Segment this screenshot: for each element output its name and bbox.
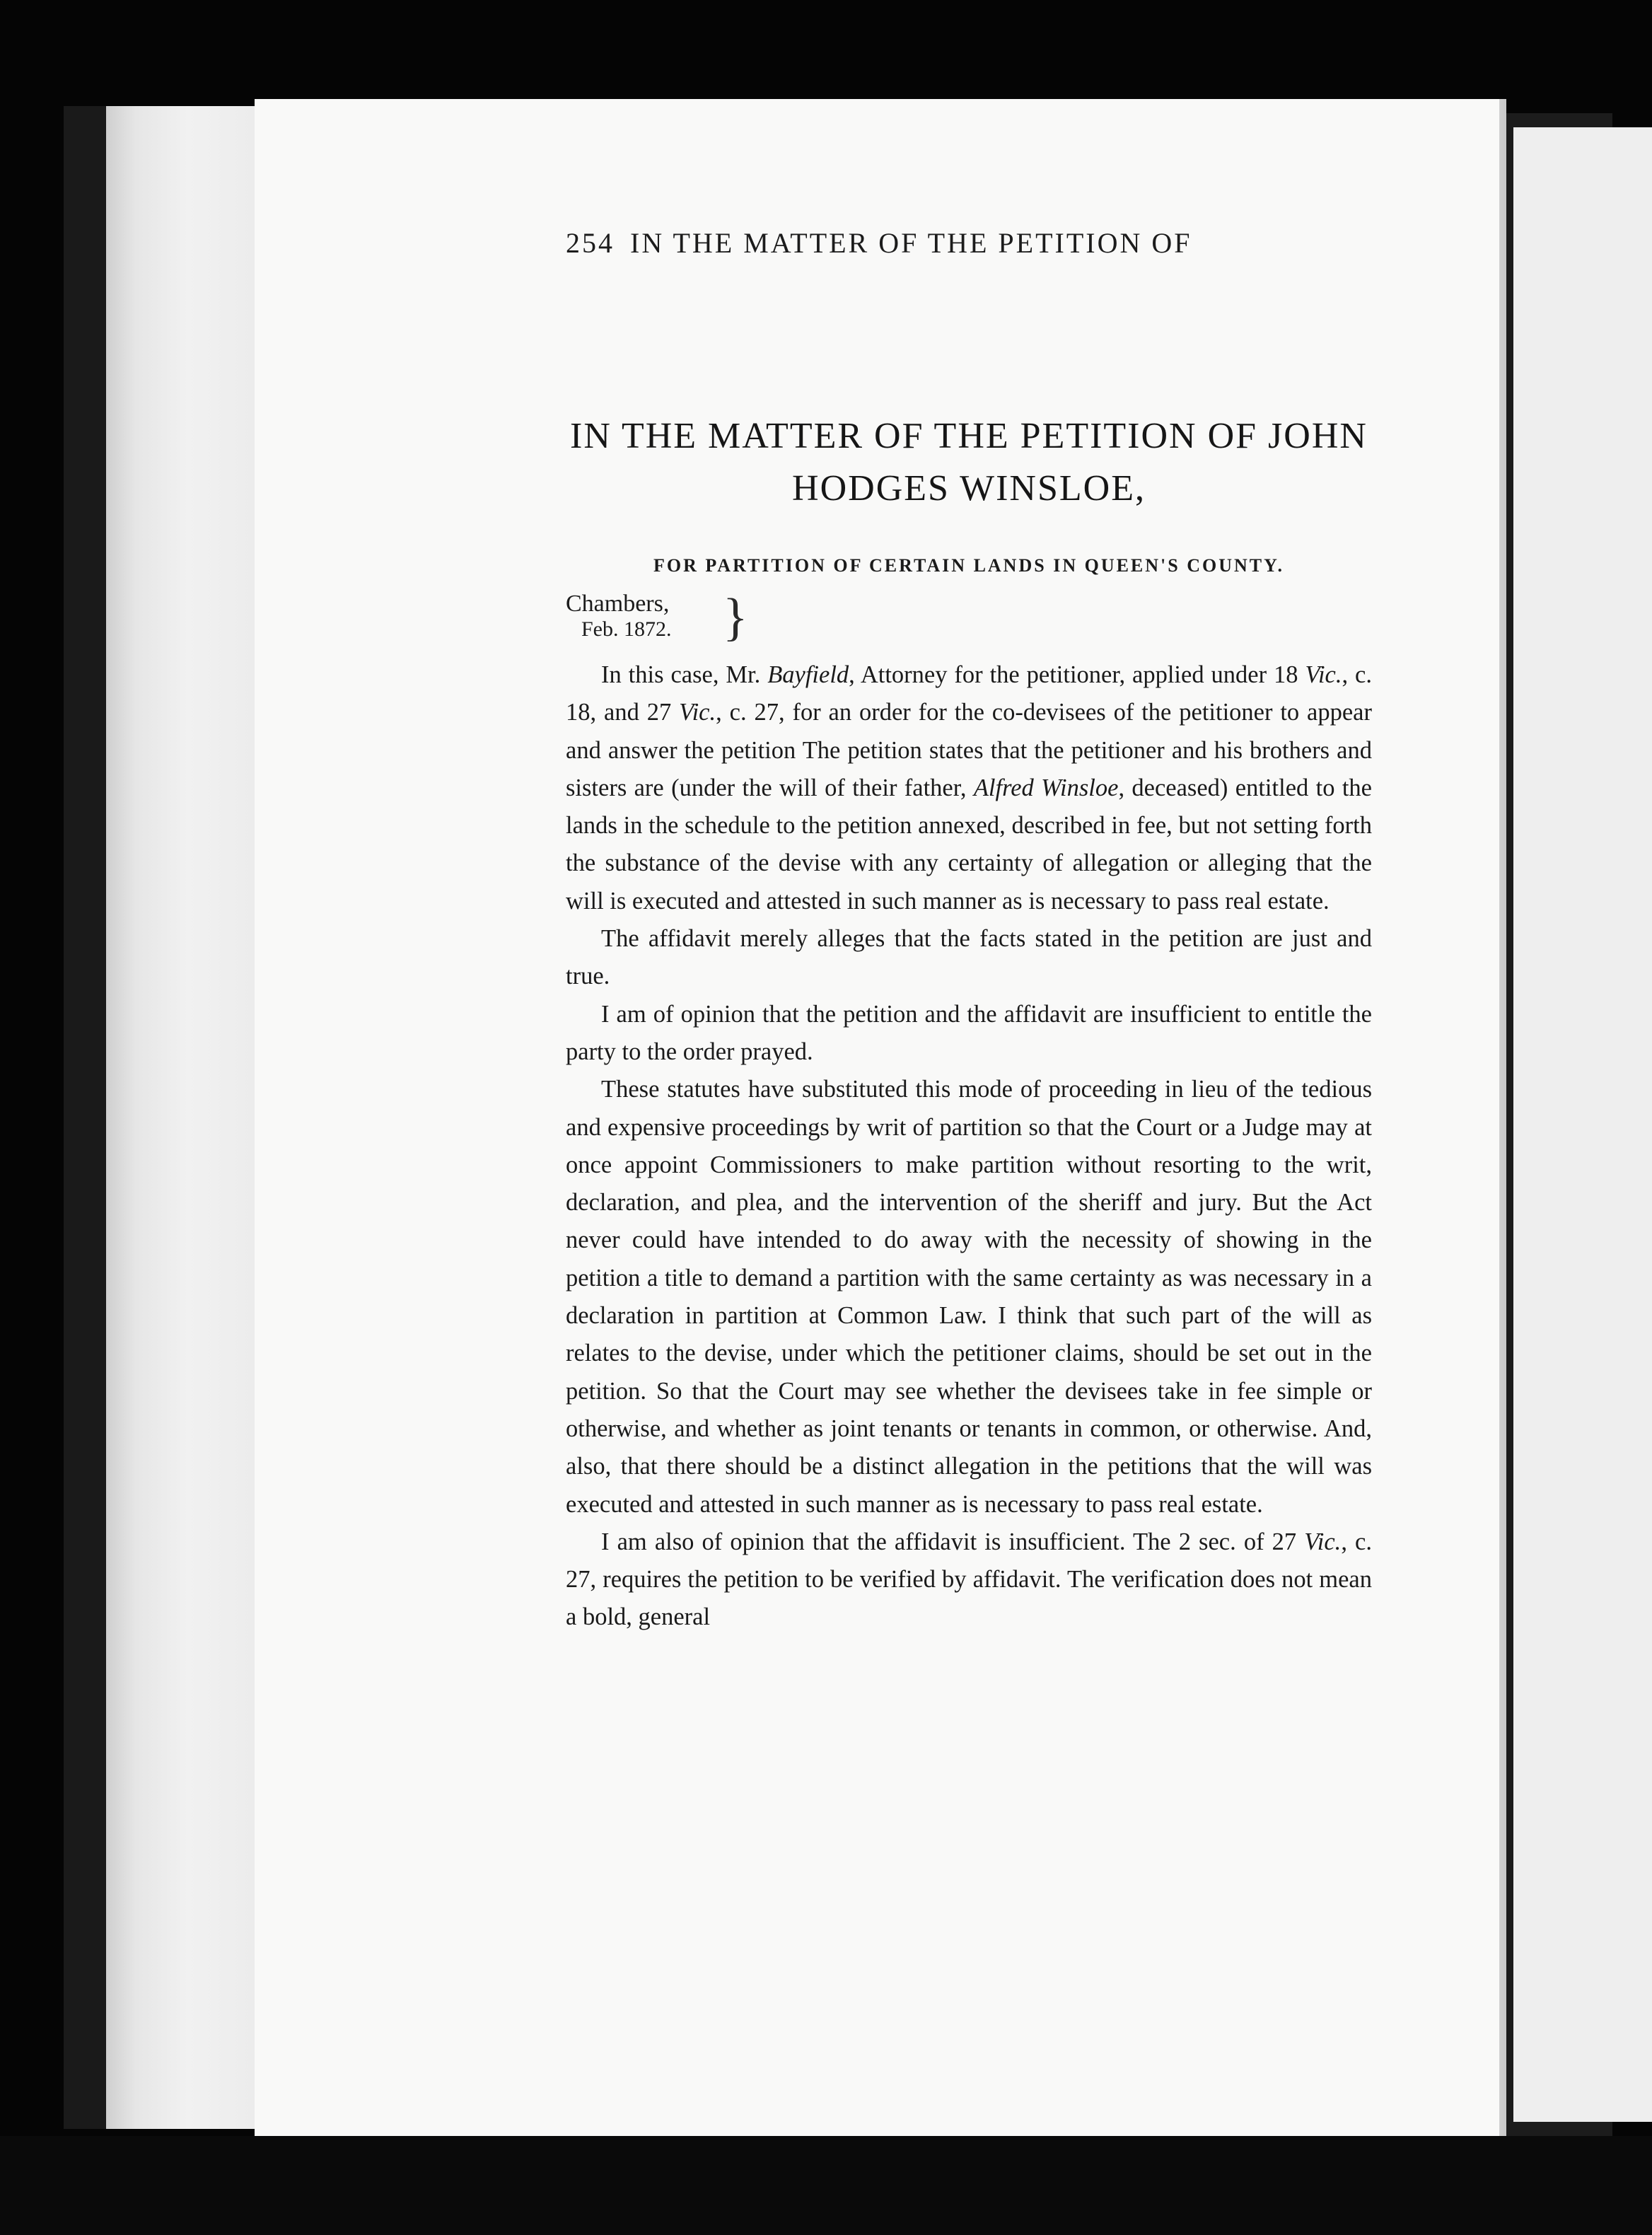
statute-abbrev: Vic. — [1304, 1528, 1342, 1555]
statute-abbrev: Vic. — [1305, 661, 1342, 688]
book-spine-edge — [64, 106, 106, 2129]
text-run: , Attorney for the petitioner, applied under 18 — [849, 661, 1305, 688]
bottom-scan-band — [0, 2136, 1652, 2235]
text-run: I am also of opinion that the affidavit is insufficient. The 2 sec. of 27 — [601, 1528, 1305, 1555]
paragraph-3: I am of opinion that the petition and the affidavit are insufficient to entitle the party to the order prayed. — [566, 1000, 1372, 1065]
text-run: , c. 18, and 27 — [566, 661, 1372, 726]
brace-glyph: } — [723, 588, 748, 646]
page-number: 254 — [566, 227, 615, 259]
left-page-edges — [106, 106, 255, 2129]
paragraph-4: These statutes have substituted this mode of proceeding in lieu of the tedious and expensive proceedings by writ of partition so that the Court or a Judge may at once appoint Commissioners to make partition without resorting to the writ, declaration, and plea, and the intervention of the sheriff and jury. But the Act never could have intended to do away with the necessity of showing in the petition a title to demand a partition with the same certainty as was necessary in a declaration in partition at Common Law. I think that such part of the will as relates to the devise, under which the petitioner claims, should be set out in the petition. So that the Court may see whether the devisees take in fee simple or otherwise, and whether as joint tenants or tenants in common, or otherwise. And, also, that there should be a distinct allegation in the petitions that the will was executed and attested in such manner as is necessary to pass real estate. — [566, 1076, 1372, 1518]
text-run: , deceased) entitled to the lands in the schedule to the petition annexed, described in fee, but not setting forth the substance of the devise with any certainty of allegation or alleging that the will is executed and attested in such manner as is necessary to pass real estate. — [566, 774, 1372, 915]
text-run: In this case, Mr. — [601, 661, 768, 688]
court-sidenote — [566, 588, 750, 646]
case-title — [566, 410, 1372, 515]
statute-abbrev: Vic. — [679, 699, 716, 726]
running-head — [566, 226, 1301, 260]
paragraph-5 — [566, 1523, 1372, 1637]
court-date: Feb. 1872. — [581, 617, 672, 641]
text-run: , c. 27, for an order for the co-devisees of the petitioner to appear and answer the petition The petition states that the petitioner and his brothers and sisters are (under the will of their father, — [566, 699, 1372, 801]
case-title-line-2: HODGES WINSLOE, — [792, 468, 1146, 509]
case-title-line-1: IN THE MATTER OF THE PETITION OF JOHN — [570, 416, 1368, 456]
paragraph-2: The affidavit merely alleges that the facts stated in the petition are just and true. — [566, 925, 1372, 990]
opinion-body — [566, 656, 1372, 1637]
text-run: , c. 27, requires the petition to be verified by affidavit. The verification does not mean a bold, general — [566, 1528, 1372, 1631]
facing-page-edge — [1513, 127, 1652, 2122]
testator-name: Alfred Winsloe — [973, 774, 1119, 801]
case-subtitle: FOR PARTITION OF CERTAIN LANDS IN QUEEN'S COUNTY. — [653, 555, 1285, 576]
running-head-text: IN THE MATTER OF THE PETITION OF — [630, 227, 1192, 259]
attorney-name: Bayfield — [767, 661, 849, 688]
paragraph-1 — [566, 656, 1372, 920]
court-name: Chambers, — [566, 591, 670, 617]
